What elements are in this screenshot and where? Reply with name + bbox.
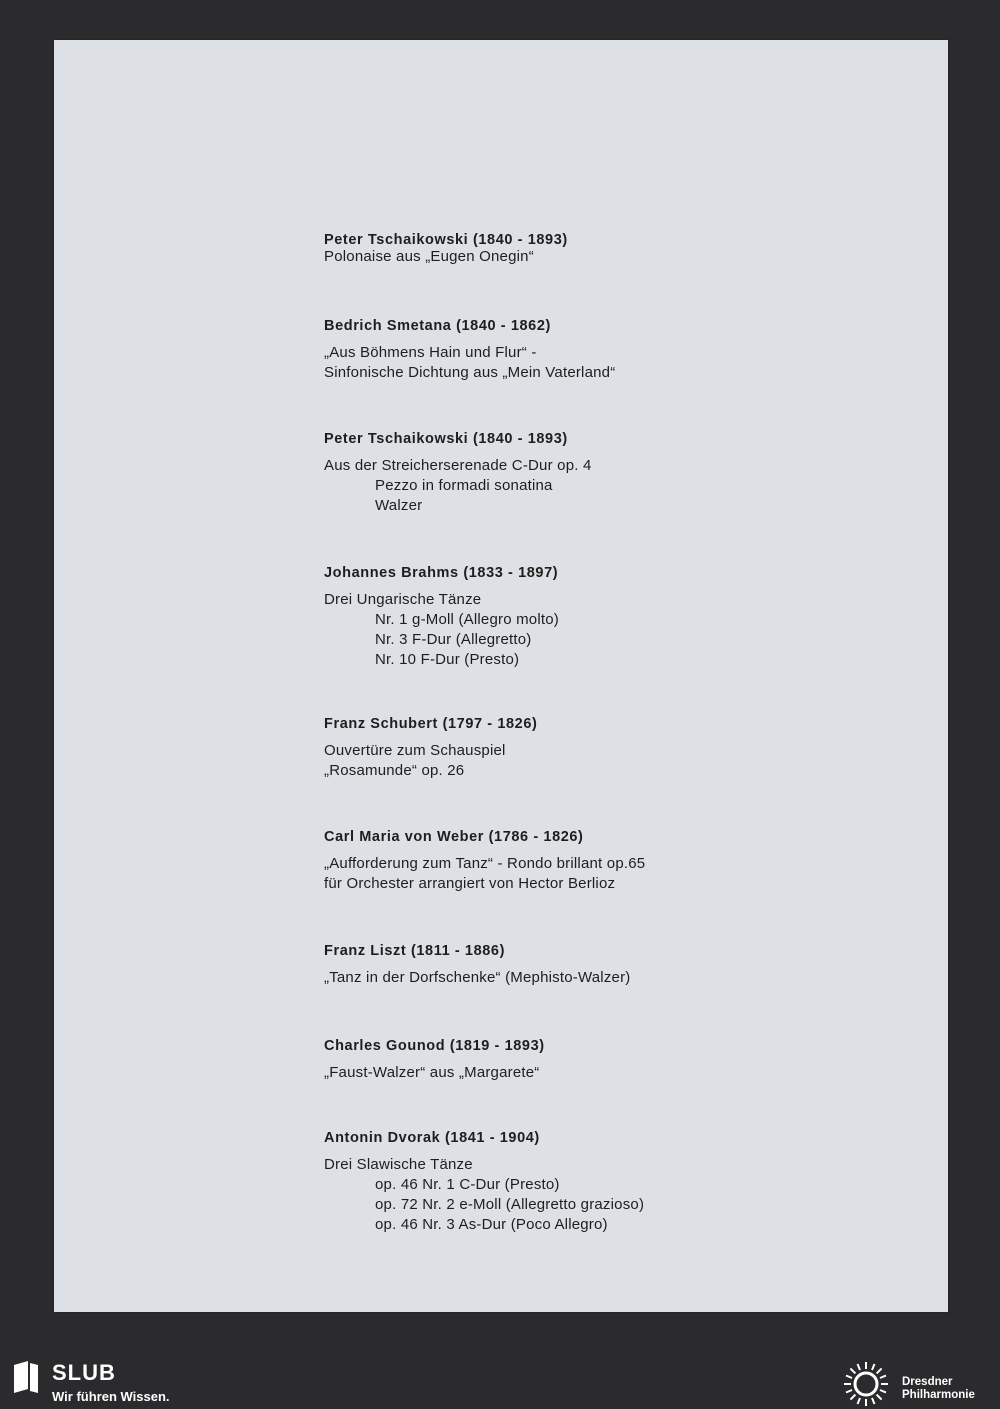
footer-bar: [0, 1354, 1000, 1409]
work-line: „Aus Böhmens Hain und Flur“ -: [324, 344, 537, 361]
slub-tagline: Wir führen Wissen.: [52, 1389, 170, 1404]
composer-heading: Johannes Brahms (1833 - 1897): [324, 565, 559, 581]
work-line: op. 46 Nr. 1 C-Dur (Presto): [375, 1176, 560, 1193]
work-line: Sinfonische Dichtung aus „Mein Vaterland“: [324, 364, 616, 381]
program-entry: [324, 1130, 884, 1235]
work-line: für Orchester arrangiert von Hector Berlioz: [324, 875, 616, 892]
work-line: op. 72 Nr. 2 e-Moll (Allegretto grazioso): [375, 1196, 645, 1213]
composer-heading: Bedrich Smetana (1840 - 1862): [324, 318, 551, 334]
composer-heading: Charles Gounod (1819 - 1893): [324, 1038, 545, 1054]
slub-logo-text[interactable]: SLUB: [52, 1360, 116, 1385]
program-entry: [324, 716, 884, 781]
program-entry: [324, 943, 884, 988]
work-line: Drei Slawische Tänze: [324, 1156, 473, 1173]
work-line: „Rosamunde“ op. 26: [324, 762, 465, 779]
work-line: Drei Ungarische Tänze: [324, 591, 482, 608]
program-entry: [324, 829, 884, 894]
composer-heading: Peter Tschaikowski (1840 - 1893): [324, 232, 568, 248]
work-line: „Faust-Walzer“ aus „Margarete“: [324, 1064, 540, 1081]
work-line: „Aufforderung zum Tanz“ - Rondo brillant op.65: [324, 855, 646, 872]
work-line: op. 46 Nr. 3 As-Dur (Poco Allegro): [375, 1216, 608, 1233]
program-entry: [324, 565, 884, 670]
work-line: „Tanz in der Dorfschenke“ (Mephisto-Walzer): [324, 969, 631, 986]
book-icon: [12, 1361, 40, 1395]
work-line: Walzer: [375, 497, 423, 514]
composer-heading: Peter Tschaikowski (1840 - 1893): [324, 431, 568, 447]
program-entry: [324, 1038, 884, 1083]
work-line: Nr. 1 g-Moll (Allegro molto): [375, 611, 559, 628]
work-line: Pezzo in formadi sonatina: [375, 477, 553, 494]
work-line: Ouvertüre zum Schauspiel: [324, 742, 506, 759]
composer-heading: Franz Liszt (1811 - 1886): [324, 943, 506, 959]
partner-name-line1: Dresdner: [902, 1376, 953, 1388]
composer-heading: Carl Maria von Weber (1786 - 1826): [324, 829, 584, 845]
partner-logo-text[interactable]: [902, 1376, 975, 1402]
program-entry: [324, 318, 884, 383]
work-line: Polonaise aus „Eugen Onegin“: [324, 248, 534, 265]
partner-name-line2: Philharmonie: [902, 1389, 975, 1401]
work-line: Aus der Streicherserenade C-Dur op. 4: [324, 457, 592, 474]
work-line: Nr. 10 F-Dur (Presto): [375, 651, 520, 668]
composer-heading: Antonin Dvorak (1841 - 1904): [324, 1130, 540, 1146]
program-entry: [324, 232, 884, 267]
sunburst-logo-icon: [842, 1360, 890, 1408]
program-entry: [324, 431, 884, 516]
document-page: [54, 40, 948, 1312]
work-line: Nr. 3 F-Dur (Allegretto): [375, 631, 532, 648]
composer-heading: Franz Schubert (1797 - 1826): [324, 716, 538, 732]
